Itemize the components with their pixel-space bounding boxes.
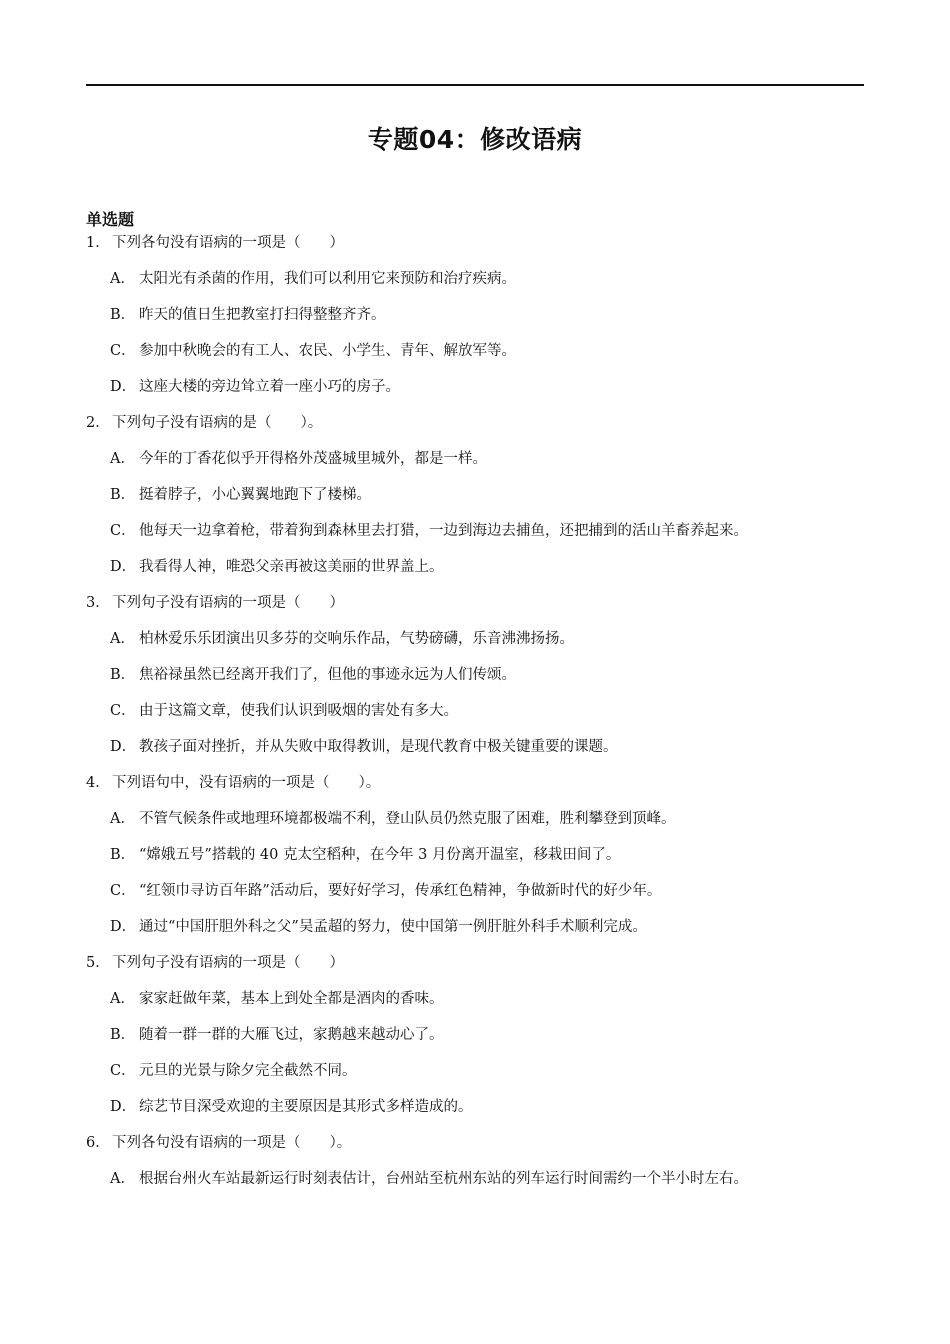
option-text: 元旦的光景与除夕完全截然不同。 — [139, 1063, 357, 1079]
answer-option — [86, 1060, 886, 1096]
option-text: 通过“中国肝胆外科之父”吴孟超的努力，使中国第一例肝脏外科手术顺利完成。 — [139, 919, 647, 935]
option-letter: D． — [110, 1099, 137, 1115]
question-block — [86, 952, 886, 1132]
option-letter: D． — [110, 919, 137, 935]
answer-option — [86, 988, 886, 1024]
option-letter: C． — [110, 523, 136, 539]
option-letter: D． — [110, 559, 137, 575]
option-letter: A． — [110, 1171, 135, 1187]
question-text: 下列句子没有语病的是（ ）。 — [112, 415, 323, 431]
option-letter: C． — [110, 1063, 136, 1079]
option-letter: B． — [110, 307, 136, 323]
option-letter: A． — [110, 451, 135, 467]
option-letter: B． — [110, 847, 136, 863]
page-title: 专题04：修改语病 — [367, 125, 583, 154]
option-text: 我看得人神，唯恐父亲再被这美丽的世界盖上。 — [139, 559, 444, 575]
option-text: 不管气候条件或地理环境都极端不利，登山队员仍然克服了困难，胜利攀登到顶峰。 — [139, 811, 676, 827]
answer-option — [86, 484, 886, 520]
option-letter: A． — [110, 991, 135, 1007]
option-letter: D． — [110, 739, 137, 755]
option-text: 挺着脖子，小心翼翼地跑下了楼梯。 — [139, 487, 371, 503]
question-block — [86, 232, 886, 412]
answer-option — [86, 808, 886, 844]
question-number: 1． — [86, 235, 110, 251]
option-text: 由于这篇文章，使我们认识到吸烟的害处有多大。 — [139, 703, 458, 719]
question-text: 下列句子没有语病的一项是（ ） — [112, 595, 344, 611]
option-letter: A． — [110, 811, 135, 827]
option-letter: A． — [110, 271, 135, 287]
answer-option — [86, 376, 886, 412]
answer-option — [86, 448, 886, 484]
option-text: 今年的丁香花似乎开得格外茂盛城里城外，都是一样。 — [139, 451, 487, 467]
question-number: 5． — [86, 955, 110, 971]
answer-option — [86, 340, 886, 376]
answer-option — [86, 628, 886, 664]
question-stem — [86, 1132, 886, 1168]
question-block — [86, 772, 886, 952]
question-list — [86, 232, 886, 1204]
option-letter: A． — [110, 631, 135, 647]
answer-option — [86, 844, 886, 880]
question-block — [86, 412, 886, 592]
option-text: 他每天一边拿着枪，带着狗到森林里去打猎，一边到海边去捕鱼，还把捕到的活山羊畜养起来。 — [139, 523, 748, 539]
option-text: 昨天的值日生把教室打扫得整整齐齐。 — [139, 307, 386, 323]
answer-option — [86, 916, 886, 952]
option-letter: C． — [110, 883, 136, 899]
question-text: 下列各句没有语病的一项是（ ） — [112, 235, 344, 251]
option-letter: B． — [110, 487, 136, 503]
option-letter: B． — [110, 667, 136, 683]
option-letter: D． — [110, 379, 137, 395]
option-letter: C． — [110, 343, 136, 359]
answer-option — [86, 1024, 886, 1060]
option-text: 家家赶做年菜，基本上到处全都是酒肉的香味。 — [139, 991, 444, 1007]
question-number: 4． — [86, 775, 110, 791]
option-text: 太阳光有杀菌的作用，我们可以利用它来预防和治疗疾病。 — [139, 271, 516, 287]
answer-option — [86, 664, 886, 700]
option-text: 综艺节目深受欢迎的主要原因是其形式多样造成的。 — [139, 1099, 473, 1115]
answer-option — [86, 268, 886, 304]
section-heading: 单选题 — [86, 210, 135, 229]
option-text: 参加中秋晚会的有工人、农民、小学生、青年、解放军等。 — [139, 343, 516, 359]
question-text: 下列句子没有语病的一项是（ ） — [112, 955, 344, 971]
option-letter: C． — [110, 703, 136, 719]
question-block — [86, 592, 886, 772]
option-text: 根据台州火车站最新运行时刻表估计，台州站至杭州东站的列车运行时间需约一个半小时左右。 — [139, 1171, 748, 1187]
answer-option — [86, 880, 886, 916]
question-number: 6． — [86, 1135, 110, 1151]
option-letter: B． — [110, 1027, 136, 1043]
answer-option — [86, 700, 886, 736]
option-text: “嫦娥五号”搭载的 40 克太空稻种，在今年 3 月份离开温室，移栽田间了。 — [139, 847, 621, 863]
answer-option — [86, 304, 886, 340]
option-text: 教孩子面对挫折，并从失败中取得教训，是现代教育中极关键重要的课题。 — [139, 739, 618, 755]
answer-option — [86, 1096, 886, 1132]
question-number: 3． — [86, 595, 110, 611]
answer-option — [86, 520, 886, 556]
question-stem — [86, 412, 886, 448]
question-number: 2． — [86, 415, 110, 431]
question-block — [86, 1132, 886, 1204]
question-text: 下列各句没有语病的一项是（ ）。 — [112, 1135, 352, 1151]
answer-option — [86, 1168, 886, 1204]
option-text: 这座大楼的旁边耸立着一座小巧的房子。 — [139, 379, 400, 395]
answer-option — [86, 556, 886, 592]
option-text: 柏林爱乐乐团演出贝多芬的交响乐作品，气势磅礴，乐音沸沸扬扬。 — [139, 631, 574, 647]
header-rule — [86, 84, 864, 86]
question-stem — [86, 772, 886, 808]
question-text: 下列语句中，没有语病的一项是（ ）。 — [112, 775, 381, 791]
question-stem — [86, 592, 886, 628]
question-stem — [86, 232, 886, 268]
option-text: 焦裕禄虽然已经离开我们了，但他的事迹永远为人们传颂。 — [139, 667, 516, 683]
answer-option — [86, 736, 886, 772]
option-text: 随着一群一群的大雁飞过，家鹅越来越动心了。 — [139, 1027, 444, 1043]
option-text: “红领巾寻访百年路”活动后，要好好学习，传承红色精神，争做新时代的好少年。 — [139, 883, 662, 899]
question-stem — [86, 952, 886, 988]
